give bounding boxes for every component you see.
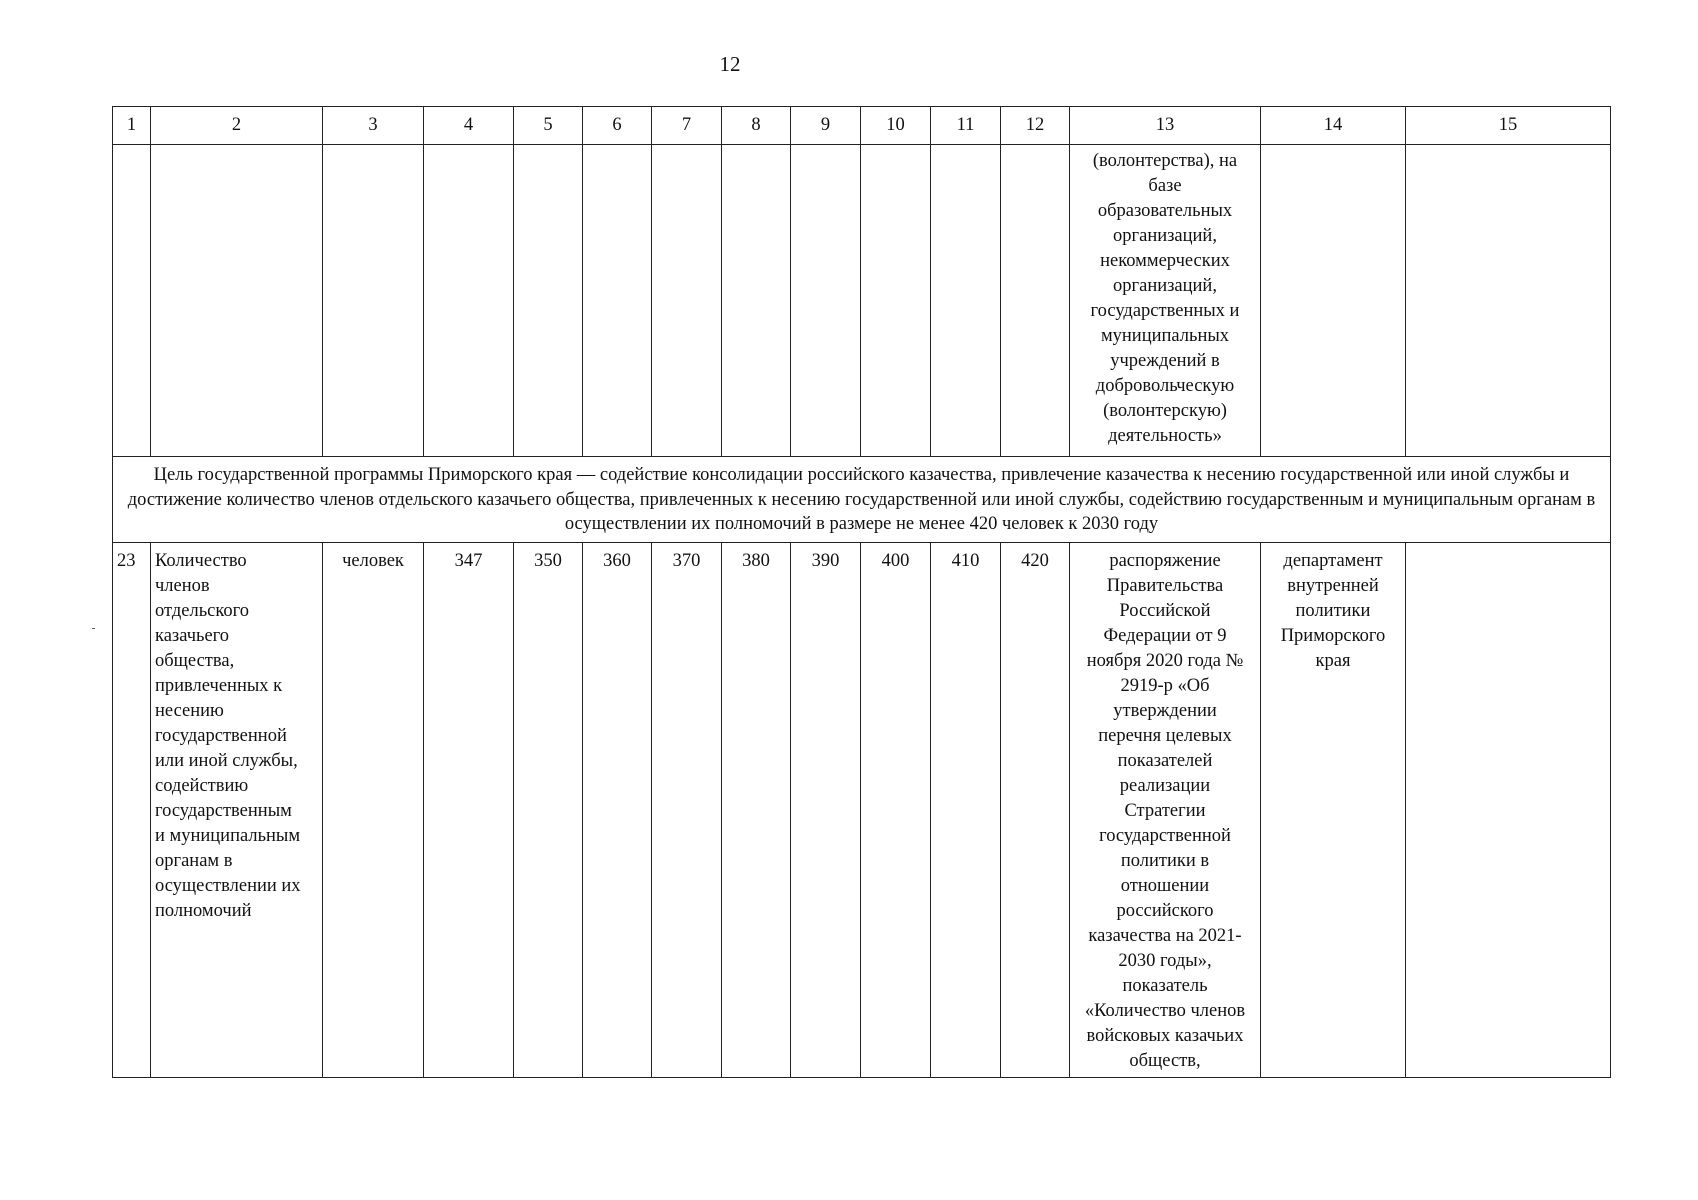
table-cell — [931, 145, 1001, 457]
value-cell: 420 — [1001, 542, 1070, 1077]
unit-cell: человек — [323, 542, 424, 1077]
header-cell: 7 — [652, 107, 722, 145]
continuation-basis-cell: (волонтерства), на базе образовательных организаций, некоммерческих организаций, государственных и муниципальных учреждений в добровольческую (волонтерскую) деятельность» — [1070, 145, 1261, 457]
header-cell: 4 — [424, 107, 514, 145]
header-cell: 13 — [1070, 107, 1261, 145]
table-cell — [583, 145, 652, 457]
header-cell: 5 — [514, 107, 583, 145]
table-cell — [424, 145, 514, 457]
header-cell: 15 — [1406, 107, 1611, 145]
header-cell: 6 — [583, 107, 652, 145]
table-cell — [652, 145, 722, 457]
header-cell: 8 — [722, 107, 791, 145]
header-cell: 10 — [861, 107, 931, 145]
margin-mark — [92, 628, 95, 629]
table-cell — [791, 145, 861, 457]
table-header-row — [113, 107, 1611, 145]
basis-cell: распоряжение Правительства Российской Федерации от 9 ноября 2020 года № 2919-р «Об утверждении перечня целевых показателей реализации Стратегии государственной политики в отношении российского казачества на 2021- 2030 годы», показатель «Количество членов войсковых казачьих обществ, — [1070, 542, 1261, 1077]
value-cell: 370 — [652, 542, 722, 1077]
value-cell: 390 — [791, 542, 861, 1077]
header-cell: 3 — [323, 107, 424, 145]
indicator-row-23 — [113, 542, 1611, 1077]
continuation-row — [113, 145, 1611, 457]
goal-text: Цель государственной программы Приморского края — содействие консолидации российского казачества, привлечение казачества к несению государственной или иной службы и достижение количество членов отдельского казачьего общества, привлеченных к несению государственной или иной службы, содействию государственным и муниципальным органам в осуществлении их полномочий в размере не менее 420 человек к 2030 году — [113, 457, 1611, 543]
notes-cell — [1406, 542, 1611, 1077]
header-cell: 9 — [791, 107, 861, 145]
value-cell: 360 — [583, 542, 652, 1077]
table-cell — [861, 145, 931, 457]
table-cell — [1001, 145, 1070, 457]
table-cell — [151, 145, 323, 457]
row-number: 23 — [113, 542, 151, 1077]
value-cell: 380 — [722, 542, 791, 1077]
value-cell: 347 — [424, 542, 514, 1077]
page-number: 12 — [719, 52, 741, 76]
header-cell: 2 — [151, 107, 323, 145]
value-cell: 350 — [514, 542, 583, 1077]
table-cell — [514, 145, 583, 457]
table-cell — [323, 145, 424, 457]
responsible-cell: департамент внутренней политики Приморского края — [1261, 542, 1406, 1077]
header-cell: 1 — [113, 107, 151, 145]
indicator-name: Количество членов отдельского казачьего общества, привлеченных к несению государственной или иной службы, содействию государственным и муниципальным органам в осуществлении их полномочий — [151, 542, 323, 1077]
header-cell: 12 — [1001, 107, 1070, 145]
header-cell: 11 — [931, 107, 1001, 145]
goal-row — [113, 457, 1611, 543]
table-cell — [1406, 145, 1611, 457]
table-cell — [1261, 145, 1406, 457]
header-cell: 14 — [1261, 107, 1406, 145]
table-cell — [722, 145, 791, 457]
indicators-table — [112, 106, 1611, 1078]
table-cell — [113, 145, 151, 457]
value-cell: 410 — [931, 542, 1001, 1077]
value-cell: 400 — [861, 542, 931, 1077]
